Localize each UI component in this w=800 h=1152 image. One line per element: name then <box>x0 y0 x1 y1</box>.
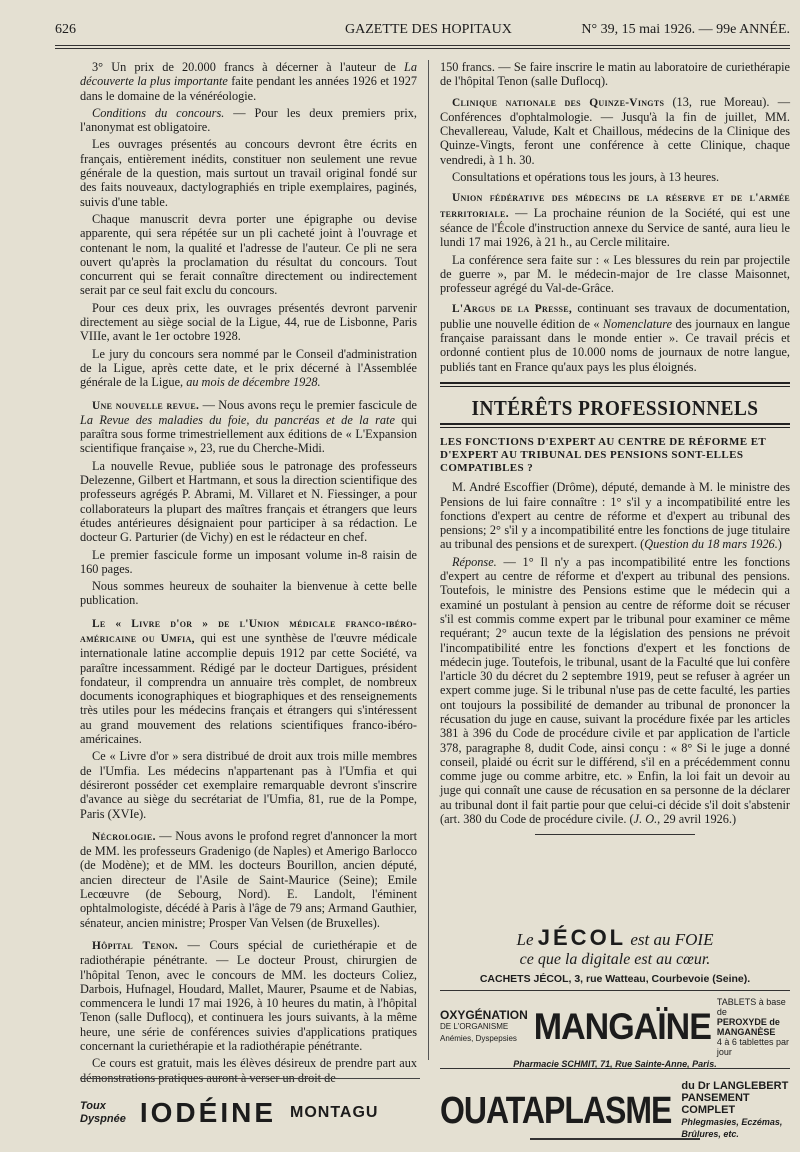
right-column <box>440 60 790 843</box>
question-paragraph: M. André Escoffier (Drôme), député, demande à M. le ministre des Pensions de lui faire connaître : 1° s'il y a incompatibilité entre les fonctions d'expert au centre de réforme et d'expert au tribunal des pensions; 2° s'il y a incompatibilité entre les fonctions de juge titulaire au tribunal des pensions et de surexpert. (Question du 18 mars 1926.) <box>440 480 790 552</box>
iodeine-maker: MONTAGU <box>290 1104 379 1121</box>
necrologie-paragraph: Nécrologie. — Nous avons le profond regret d'annoncer la mort de MM. les professeurs Gradenigo (de Naples) et Amerigo Barlocco (de Modène); et de MM. les docteurs Bourillon, ancien député, ancien directeur de l'Asile de Saint-Maurice (Seine); Emile Lecœuvre (de Sebourg, Nord). E. Landolt, l'éminent ophtalmologiste, décédé à Paris à l'âge de 79 ans; Armand Gauthier, sénateur, ancien ministre; Prosper Van Velsen (de Bruxelles). <box>80 828 417 930</box>
mangaine-pharmacy: Pharmacie SCHMIT, 71, Rue Sainte-Anne, Paris. <box>513 1059 717 1069</box>
article-end-rule <box>535 834 695 835</box>
section-title: INTÉRÊTS PROFESSIONNELS <box>471 395 759 420</box>
page-number: 626 <box>55 22 76 37</box>
prize-paragraph: 3° Un prix de 20.000 francs à décerner à l'auteur de La découverte la plus importante faite pendant les années 1926 et 1927 dans le domaine de la vénéréologie. <box>80 60 417 103</box>
header-rule-2 <box>55 48 790 49</box>
tenon-paragraph: Hôpital Tenon. — Cours spécial de curiethérapie et de radiothérapie pénétrante. — Le docteur Proust, chirurgien de l'hôpital Tenon, avec le concours de MM. les docteurs Coliez, Darbois, Hufnagel, Houdard, Mallet, Maurer, Psaume et de Nabias, commencera le lundi 17 mai 1926, à 10 heures du matin, à l'hôpital Tenon (salle Duflocq), et continuera les jours suivants, à la même heure, une série de conférences suivies d'applications pratiques concernant la curiethérapie et la radiothérapie pénétrante. <box>80 937 417 1053</box>
section-rule <box>440 382 790 387</box>
argus-paragraph: L'Argus de la Presse, continuant ses travaux de documentation, publie une nouvelle édition de « Nomenclature des journaux en langue française paraissant dans le monde entier ». Ce travail précis et ordonné contient plus de 10.000 noms de journaux de notre langue, publiés tant en France qu'aux pays les plus éloignés. <box>440 301 790 374</box>
revue-paragraph-2: La nouvelle Revue, publiée sous le patronage des professeurs Delezenne, Gilbert et Hartmann, et sous la direction scientifique des professeurs agrégés P. Abrami, M. Villaret et N. Fiessinger, a pour collaborateurs la plupart des maîtres français et étrangers que leurs études antérieures désignaient pour participer à sa rédaction. Le docteur G. Parturier (de Vichy) en est le rédacteur en chef. <box>80 458 417 545</box>
jury-paragraph: Le jury du concours sera nommé par le Conseil d'administration de la Ligue, après cette date, et le prix décerné à l'Assemblée générale de la Ligue, au mois de décembre 1928. <box>80 346 417 390</box>
mangaine-ad: OXYGÉNATION DE L'ORGANISME Anémies, Dyspepsies MANGAÏNE TABLETS à base de PEROXYDE de MANGANÈSE 4 à 6 tablettes par jour Pharmacie SCHMIT, 71, Rue Sainte-Anne, Paris. <box>440 990 790 1067</box>
union-federative-paragraph: Union fédérative des médecins de la réserve et de l'armée territoriale. — La prochaine réunion de la Société, qui est une séance de l'École d'instruction annexe du Service de santé, aura lieu le lundi 17 mai 1926, à 21 h., au Cercle militaire. <box>440 192 790 250</box>
tenon-paragraph-2: Ce cours est gratuit, mais les élèves désireux de prendre part aux démonstrations pratiques auront à verser un droit de <box>80 1056 417 1085</box>
iodeine-brand: IODÉINE <box>139 1097 276 1128</box>
revue-paragraph-4: Nous sommes heureux de souhaiter la bienvenue à cette belle publication. <box>80 579 417 608</box>
article-headline: LES FONCTIONS D'EXPERT AU CENTRE DE RÉFORME ET D'EXPERT AU TRIBUNAL DES PENSIONS SONT-ELLES COMPATIBLES ? <box>440 436 766 475</box>
page-header <box>55 22 790 42</box>
iodeine-ad: Toux Dyspnée IODÉINE MONTAGU <box>80 1078 420 1143</box>
quinze-vingts-paragraph-2: Consultations et opérations tous les jours, à 13 heures. <box>452 170 720 185</box>
bottom-rule <box>530 1138 700 1140</box>
jecol-brand: JÉCOL <box>537 925 627 950</box>
works-paragraph: Les ouvrages présentés au concours devront être écrits en français, entièrement inédits, constituer non seulement une revue générale de la question, mais surtout un travail original fondé sur des faits nouveaux, dactylographiés en triple exemplaires, paginés, suivis d'une table. <box>80 137 417 209</box>
quinze-vingts-paragraph: Clinique nationale des Quinze-Vingts (13, rue Moreau). — Conférences d'ophtalmologie. — Jusqu'à la fin de juillet, MM. Chevallereau, Valude, Kalt et Chaillous, médecins de la Clinique des Quinze-Vingts, feront une conférence à cette Clinique, chaque vendredi, à 1 h. 30. <box>440 94 790 167</box>
jecol-address: CACHETS JÉCOL, 3, rue Watteau, Courbevoie (Seine). <box>479 973 751 985</box>
manuscript-paragraph: Chaque manuscrit devra porter une épigraphe ou devise apparente, qui sera répétée sur un pli cacheté joint à l'ouvrage et contenant le nom, la qualité et l'adresse de l'auteur. Ce pli ne sera ouvert qu'après la proclamation du résultat du concours. Tout concurrent qui se ferait connaître directement ou indirectement serait par ce seul fait exclu du concours. <box>80 211 417 298</box>
issue-info: N° 39, 15 mai 1926. — 99e ANNÉE. <box>581 22 790 37</box>
revue-paragraph: Une nouvelle revue. — Nous avons reçu le premier fascicule de La Revue des maladies du foie, du pancréas et de la rate qui paraîtra sous forme trimestriellement aux éditions de « L'Expansion scientifique française », 23, rue du Cherche-Midi. <box>80 397 417 456</box>
revue-paragraph-3: Le premier fascicule forme un imposant volume in-8 raisin de 160 pages. <box>80 547 417 576</box>
union-federative-paragraph-2: La conférence sera faite sur : « Les blessures du rein par projectile de guerre », par M. le médecin-major de 1re classe Maisonnet, professeur agrégé du Val-de-Grâce. <box>440 252 790 296</box>
section-rule-bottom <box>440 423 790 428</box>
tenon-continuation: 150 francs. — Se faire inscrire le matin au laboratoire de curiethérapie de l'hôpital Tenon (salle Duflocq). <box>440 60 790 89</box>
journal-title: GAZETTE DES HOPITAUX <box>345 22 512 37</box>
conditions-paragraph: Conditions du concours. — Pour les deux premiers prix, l'anonymat est obligatoire. <box>80 105 417 135</box>
deadline-paragraph: Pour ces deux prix, les ouvrages présentés devront parvenir directement au siège social de la Ligue, 44, rue de Lisbonne, Paris VIIIe, avant le 1er octobre 1928. <box>80 300 417 344</box>
header-rule <box>55 45 790 46</box>
ouataplasme-brand: OUATAPLASME <box>440 1087 672 1131</box>
ouataplasme-ad: OUATAPLASME du Dr LANGLEBERT PANSEMENT COMPLET Phlegmasies, Eczémas, Brûlures, etc. <box>440 1068 790 1145</box>
livre-dor-paragraph: Le « Livre d'or » de l'Union médicale franco-ibéro-américaine ou Umfia, qui est une synthèse de l'œuvre médicale internationale latine accomplie depuis 1912 par cette Société, va paraître incessamment. Rédigé par le docteur Dartigues, président fondateur, il comprendra un annuaire très complet, de nombreux documents iconographiques et biographiques et des renseignements très utiles pour les médecins français et étrangers qui s'intéressent au grand mouvement des relations scientifiques franco-ibéro-américaines. <box>80 617 418 747</box>
left-column <box>80 60 417 1088</box>
column-divider <box>428 60 429 1060</box>
jecol-ad: Le JÉCOL est au FOIE ce que la digitale est au cœur. CACHETS JÉCOL, 3, rue Watteau, Courbevoie (Seine). <box>440 925 790 987</box>
livre-dor-paragraph-2: Ce « Livre d'or » sera distribué de droit aux trois mille membres de l'Umfia. Les médecins n'appartenant pas à l'Umfia et qui désireront posséder cet exemplaire remarquable devront s'inscrire d'avance au siège du secrétariat de l'Umfia, 81, rue de la Pompe, Paris (XVIe). <box>80 749 417 821</box>
reponse-paragraph: Réponse. — 1° Il n'y a pas incompatibilité entre les fonctions d'expert au centre de réforme et d'expert au tribunal des pensions. Toutefois, le ministre des Pensions estime que le médecin qui a examiné un postulant à pension au centre de réforme doit se récuser s'il est commis comme expert par le tribunal pour examiner ce même requérant; 2° aucun texte de la législation des pensions ne prévoit l'incompatibilité entre les fonctions d'expert et les fonctions de médecin juge. Toutefois, le tribunal, usant de la Faculté que lui confère l'article 30 du décret du 2 septembre 1919, peut se refuser à agréer un expert comme juge. Si le tribunal n'use pas de cette faculté, les parties ont toujours la possibilité de demander au tribunal de prononcer la récusation du juge en cause, suivant la procédure fixée par les articles 381 à 396 du Code de procédure civile et par application de l'article 378, paragraphe 8, dudit Code, ainsi conçu : « 8° Si le juge a donné conseil, plaidé ou écrit sur le différend, s'il en a précédemment connu comme juge ou comme arbitre, etc. » Enfin, la loi fait un devoir au juge qui connaît une cause de récusation en sa personne de la déclarer au tribunal dont il fait partie pour que celui-ci décide s'il doit s'abstenir (art. 380 du Code de procédure civile. (J. O., 29 avril 1926.) <box>440 554 790 827</box>
mangaine-brand: MANGAÏNE <box>533 1005 711 1048</box>
